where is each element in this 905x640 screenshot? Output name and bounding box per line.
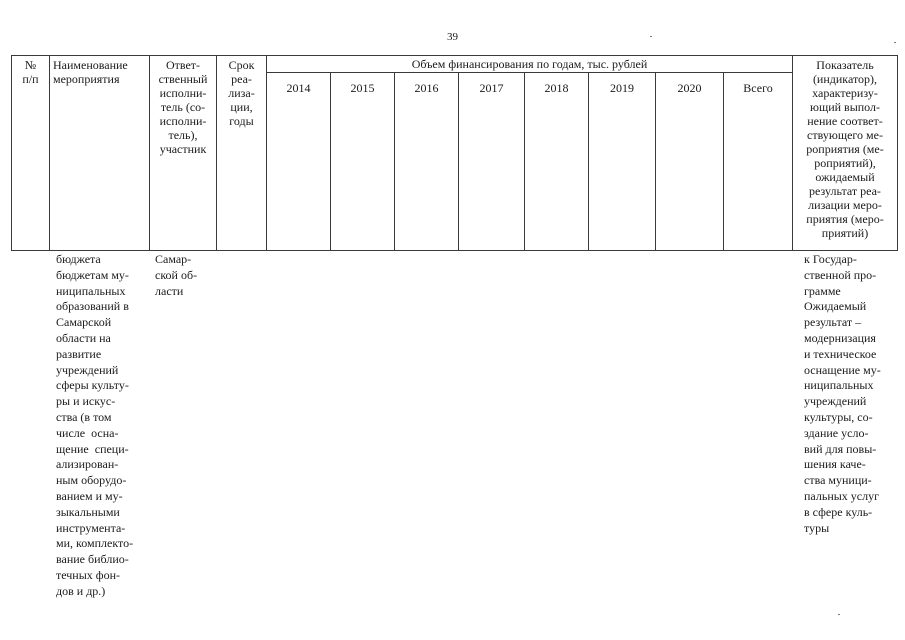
header-indicator: Показатель (индикатор), характеризу- ющий выпол- нение соответ- ствующего ме- роприятия (ме- роприятий), ожидаемый результат реа- лизации меро- приятия (меро- приятий) (793, 56, 898, 251)
header-year-total: Всего (724, 73, 793, 251)
scan-speck (838, 614, 840, 615)
header-year-2016: 2016 (395, 73, 459, 251)
header-year-2019: 2019 (589, 73, 656, 251)
header-responsible: Ответ- ственный исполни- тель (со- исполни- тель), участник (150, 56, 217, 251)
header-num: № п/п (12, 56, 50, 251)
header-financing: Объем финансирования по годам, тыс. рублей (267, 56, 793, 73)
header-year-2015: 2015 (331, 73, 395, 251)
scan-speck (894, 42, 896, 43)
header-name: Наименование мероприятия (50, 56, 150, 251)
program-header-table (11, 55, 898, 251)
page-number: 39 (447, 31, 458, 43)
header-term: Срок реа- лиза- ции, годы (217, 56, 267, 251)
row-indicator-text: к Государ- ственной про- грамме Ожидаемый результат – модернизация и техническое оснащение му- ниципальных учреждений культуры, со- здание усло- вий для повы- шения каче- ства муници- пальных услуг в сфере куль- туры (804, 252, 881, 535)
header-year-2020: 2020 (656, 73, 724, 251)
header-year-2017: 2017 (459, 73, 525, 251)
scan-speck (650, 36, 652, 37)
header-year-2018: 2018 (525, 73, 589, 251)
header-year-2014: 2014 (267, 73, 331, 251)
row-name-text: бюджета бюджетам му- ниципальных образований в Самарской области на развитие учреждений сферы культу- ры и искус- ства (в том числе осна- щение специ- ализирован- ным оборудо- ванием и му- зыкальными инструмента- ми, комплекто- вание библио- течных фон- дов и др.) (56, 252, 134, 598)
row-responsible-text: Самар- ской об- ласти (155, 252, 198, 298)
